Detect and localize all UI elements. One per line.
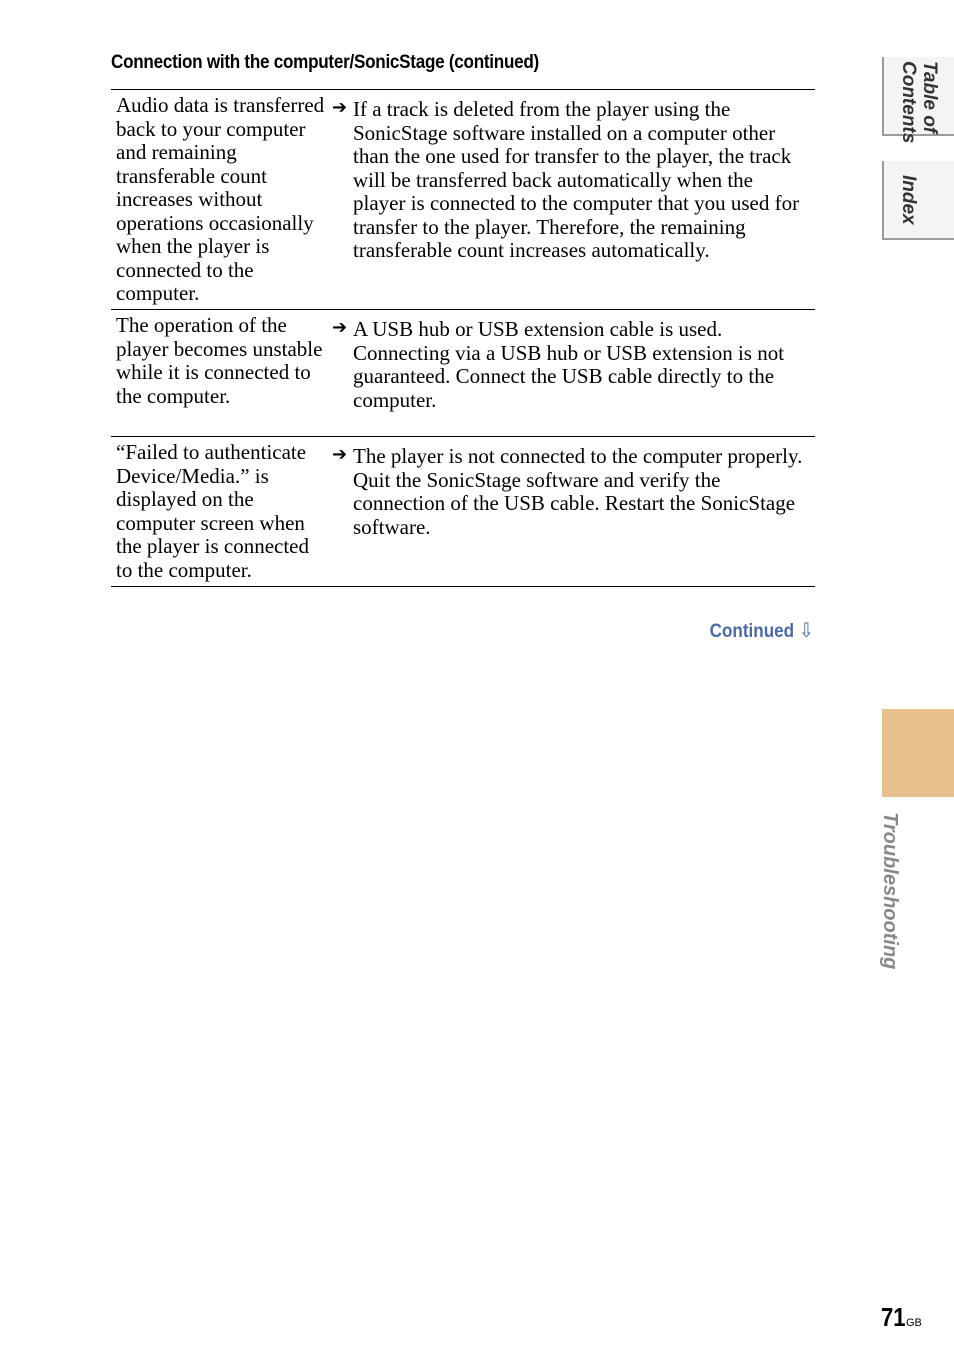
- symptom-cell: Audio data is transferred back to your computer and remaining transferable count increases without operations occasionally when the player is connected to the computer.: [116, 93, 325, 305]
- remedy-text: If a track is deleted from the player using the SonicStage software installed on a computer other than the one used for transfer to the player, the track will be transferred back automatically when the player is connected to the computer that you used for transfer to the player. Therefore, the remaining transferable count increases automatically.: [353, 97, 800, 262]
- arrow-down-icon: ⇩: [798, 618, 814, 642]
- table-row: [111, 437, 815, 587]
- page-number: 71: [881, 1302, 906, 1332]
- remedy-cell: [328, 310, 815, 436]
- section-marker: [882, 709, 954, 797]
- table-row: [111, 310, 815, 437]
- remedy-text: A USB hub or USB extension cable is used. Connecting via a USB hub or USB extension is not guaranteed. Connect the USB cable directly to the computer.: [353, 317, 785, 412]
- arrow-right-icon: ➔: [332, 97, 348, 118]
- continued-link[interactable]: [710, 618, 814, 643]
- remedy-cell: [328, 437, 815, 586]
- tab-index-label: Index: [898, 175, 919, 225]
- remedy-text: The player is not connected to the computer properly. Quit the SonicStage software and verify the connection of the USB cable. Restart the SonicStage software.: [353, 444, 803, 539]
- tab-table-of-contents[interactable]: [882, 57, 954, 144]
- tab-table-of-contents-label: Table of Contents: [898, 61, 940, 144]
- symptom-cell: The operation of the player becomes unstable while it is connected to the computer.: [116, 313, 323, 408]
- continued-label: Continued: [709, 621, 795, 642]
- arrow-right-icon: ➔: [332, 444, 348, 465]
- section-title: Connection with the computer/SonicStage (continued): [111, 52, 539, 73]
- symptom-cell: “Failed to authenticate Device/Media.” is displayed on the computer screen when the player is connected to the computer.: [116, 440, 309, 582]
- remedy-cell: [328, 90, 815, 309]
- table-row: [111, 90, 815, 310]
- troubleshooting-table: [111, 89, 815, 587]
- page-suffix: GB: [906, 1317, 922, 1329]
- arrow-right-icon: ➔: [332, 317, 348, 338]
- section-label-troubleshooting: Troubleshooting: [879, 812, 901, 970]
- tab-index[interactable]: [882, 161, 954, 240]
